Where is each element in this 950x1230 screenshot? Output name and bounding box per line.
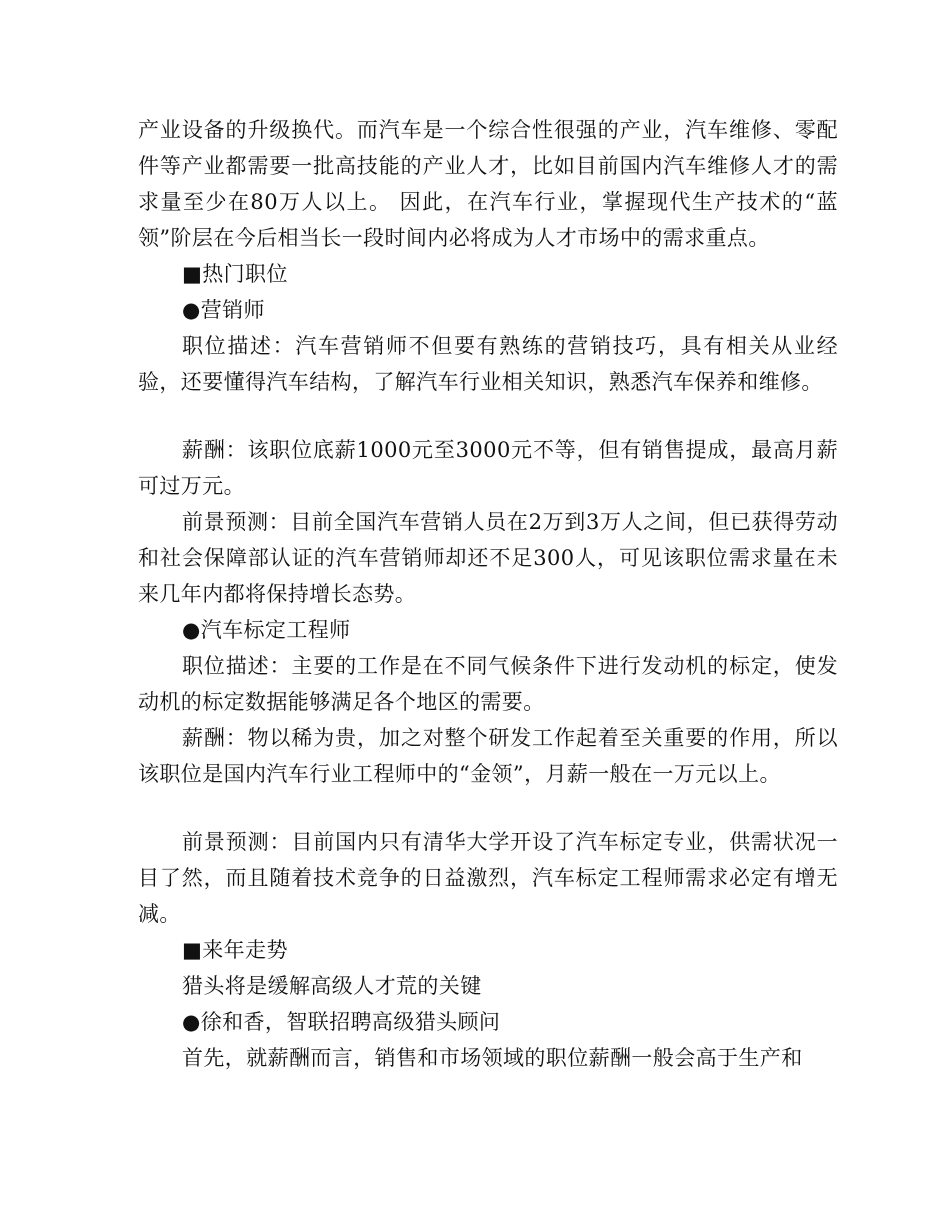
paragraph-headhunter-key: 猎头将是缓解高级人才荒的关键: [182, 974, 482, 998]
paragraph-spacer: [138, 792, 838, 824]
document-body: [138, 112, 838, 1076]
section-heading-next-year-trend: ■来年走势: [182, 938, 288, 962]
section-heading-hot-positions: ■热门职位: [182, 262, 288, 286]
paragraph-calibration-description: 职位描述：主要的工作是在不同气候条件下进行发动机的标定，使发动机的标定数据能够满足各个地区的需要。: [138, 654, 838, 714]
subheading-calibration-engineer: ●汽车标定工程师: [182, 618, 351, 642]
paragraph-salary-comparison: 首先，就薪酬而言，销售和市场领域的职位薪酬一般会高于生产和: [182, 1046, 803, 1070]
paragraph-calibration-salary: 薪酬：物以稀为贵，加之对整个研发工作起着至关重要的作用，所以该职位是国内汽车行业工程师中的“金领”，月薪一般在一万元以上。: [138, 726, 838, 786]
paragraph-marketing-description: 职位描述：汽车营销师不但要有熟练的营销技巧，具有相关从业经验，还要懂得汽车结构，了解汽车行业相关知识，熟悉汽车保养和维修。: [138, 334, 838, 394]
paragraph-marketing-outlook: 前景预测：目前全国汽车营销人员在2万到3万人之间，但已获得劳动和社会保障部认证的汽车营销师却还不足300人，可见该职位需求量在未来几年内都将保持增长态势。: [138, 510, 838, 606]
paragraph-marketing-salary: 薪酬：该职位底薪1000元至3000元不等，但有销售提成，最高月薪可过万元。: [138, 438, 838, 498]
subheading-xu-hexiang: ●徐和香，智联招聘高级猎头顾问: [182, 1010, 501, 1034]
paragraph-calibration-outlook: 前景预测：目前国内只有清华大学开设了汽车标定专业，供需状况一目了然，而且随着技术竞争的日益激烈，汽车标定工程师需求必定有增无减。: [138, 830, 838, 926]
paragraph-industry-upgrade: 产业设备的升级换代。而汽车是一个综合性很强的产业，汽车维修、零配件等产业都需要一批高技能的产业人才，比如目前国内汽车维修人才的需求量至少在80万人以上。 因此，在汽车行业，掌握现代生产技术的“蓝领”阶层在今后相当长一段时间内必将成为人才市场中的需求重点。: [138, 118, 838, 250]
paragraph-spacer: [138, 400, 838, 432]
subheading-marketing: ●营销师: [182, 298, 265, 322]
